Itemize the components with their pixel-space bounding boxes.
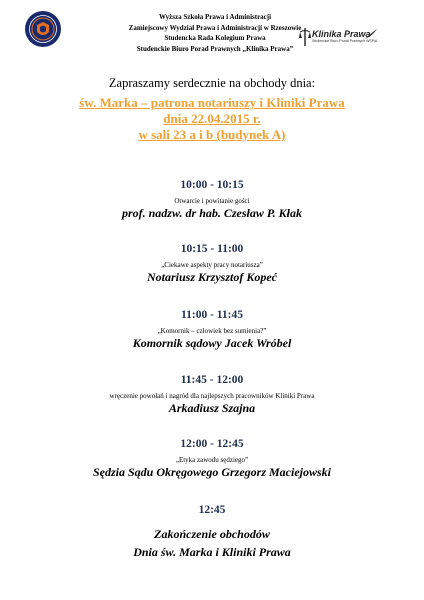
header-line: Studencka Rada Kolegium Prawa <box>164 34 266 42</box>
logo-text: Klinika Prawa <box>312 29 371 39</box>
slot-description: „Komornik – człowiek bez sumienia?” <box>157 327 267 335</box>
slot-description: Otwarcie i powitanie gości <box>174 197 250 205</box>
invitation-text: Zapraszamy serdecznie na obchody dnia: <box>108 76 316 90</box>
slot-speaker: prof. nadzw. dr hab. Czesław P. Kłak <box>121 206 303 220</box>
event-room: w sali 23 a i b (budynek A) <box>138 127 286 142</box>
schedule-item <box>0 243 424 285</box>
header-institution-block <box>100 12 330 54</box>
schedule-item <box>0 309 424 351</box>
slot-time: 10:00 - 10:15 <box>180 179 244 191</box>
slot-speaker: Sędzia Sądu Okręgowego Grzegorz Maciejowski <box>92 465 331 479</box>
slot-speaker: Arkadiusz Szajna <box>168 401 256 415</box>
slot-description: „Etyka zawodu sędziego” <box>175 456 249 464</box>
slot-time: 11:45 - 12:00 <box>180 374 244 386</box>
slot-time: 11:00 - 11:45 <box>181 309 243 321</box>
quill-icon <box>364 28 378 40</box>
header-line: Zamiejscowy Wydział Prawa i Administracji w Rzeszowie <box>128 23 302 32</box>
slot-time: 12:45 <box>198 504 226 516</box>
schedule-item <box>0 374 424 416</box>
event-date: dnia 22.04.2015 r. <box>163 111 261 126</box>
event-title: św. Marka – patrona notariuszy i Kliniki Prawa <box>79 95 345 110</box>
event-title-block <box>0 95 424 143</box>
schedule-item <box>0 438 424 480</box>
header-line: Wyższa Szkoła Prawa i Administracji <box>158 13 272 21</box>
schedule-item <box>0 504 424 561</box>
slot-description: „Ciekawe aspekty pracy notariusza” <box>161 261 263 269</box>
university-seal-icon <box>24 10 62 48</box>
closing-line: Dnia św. Marka i Kliniki Prawa <box>133 545 291 559</box>
slot-speaker: Komornik sądowy Jacek Wróbel <box>132 336 292 350</box>
closing-line: Zakończenie obchodów <box>154 527 270 541</box>
slot-time: 12:00 - 12:45 <box>180 438 244 450</box>
slot-time: 10:15 - 11:00 <box>180 243 244 255</box>
slot-speaker: Notariusz Krzysztof Kopeć <box>146 270 277 284</box>
klinika-prawa-logo <box>298 26 378 50</box>
header-line: Studenckie Biuro Porad Prawnych „Klinika Prawa” <box>136 44 294 53</box>
logo-subtext: Studenckie Biuro Porad Prawnych WSPiA <box>312 39 378 43</box>
slot-description: wręczenie powołań i nagród dla najlepszych pracowników Kliniki Prawa <box>109 392 315 400</box>
schedule-item <box>0 179 424 221</box>
scales-icon <box>298 26 312 48</box>
